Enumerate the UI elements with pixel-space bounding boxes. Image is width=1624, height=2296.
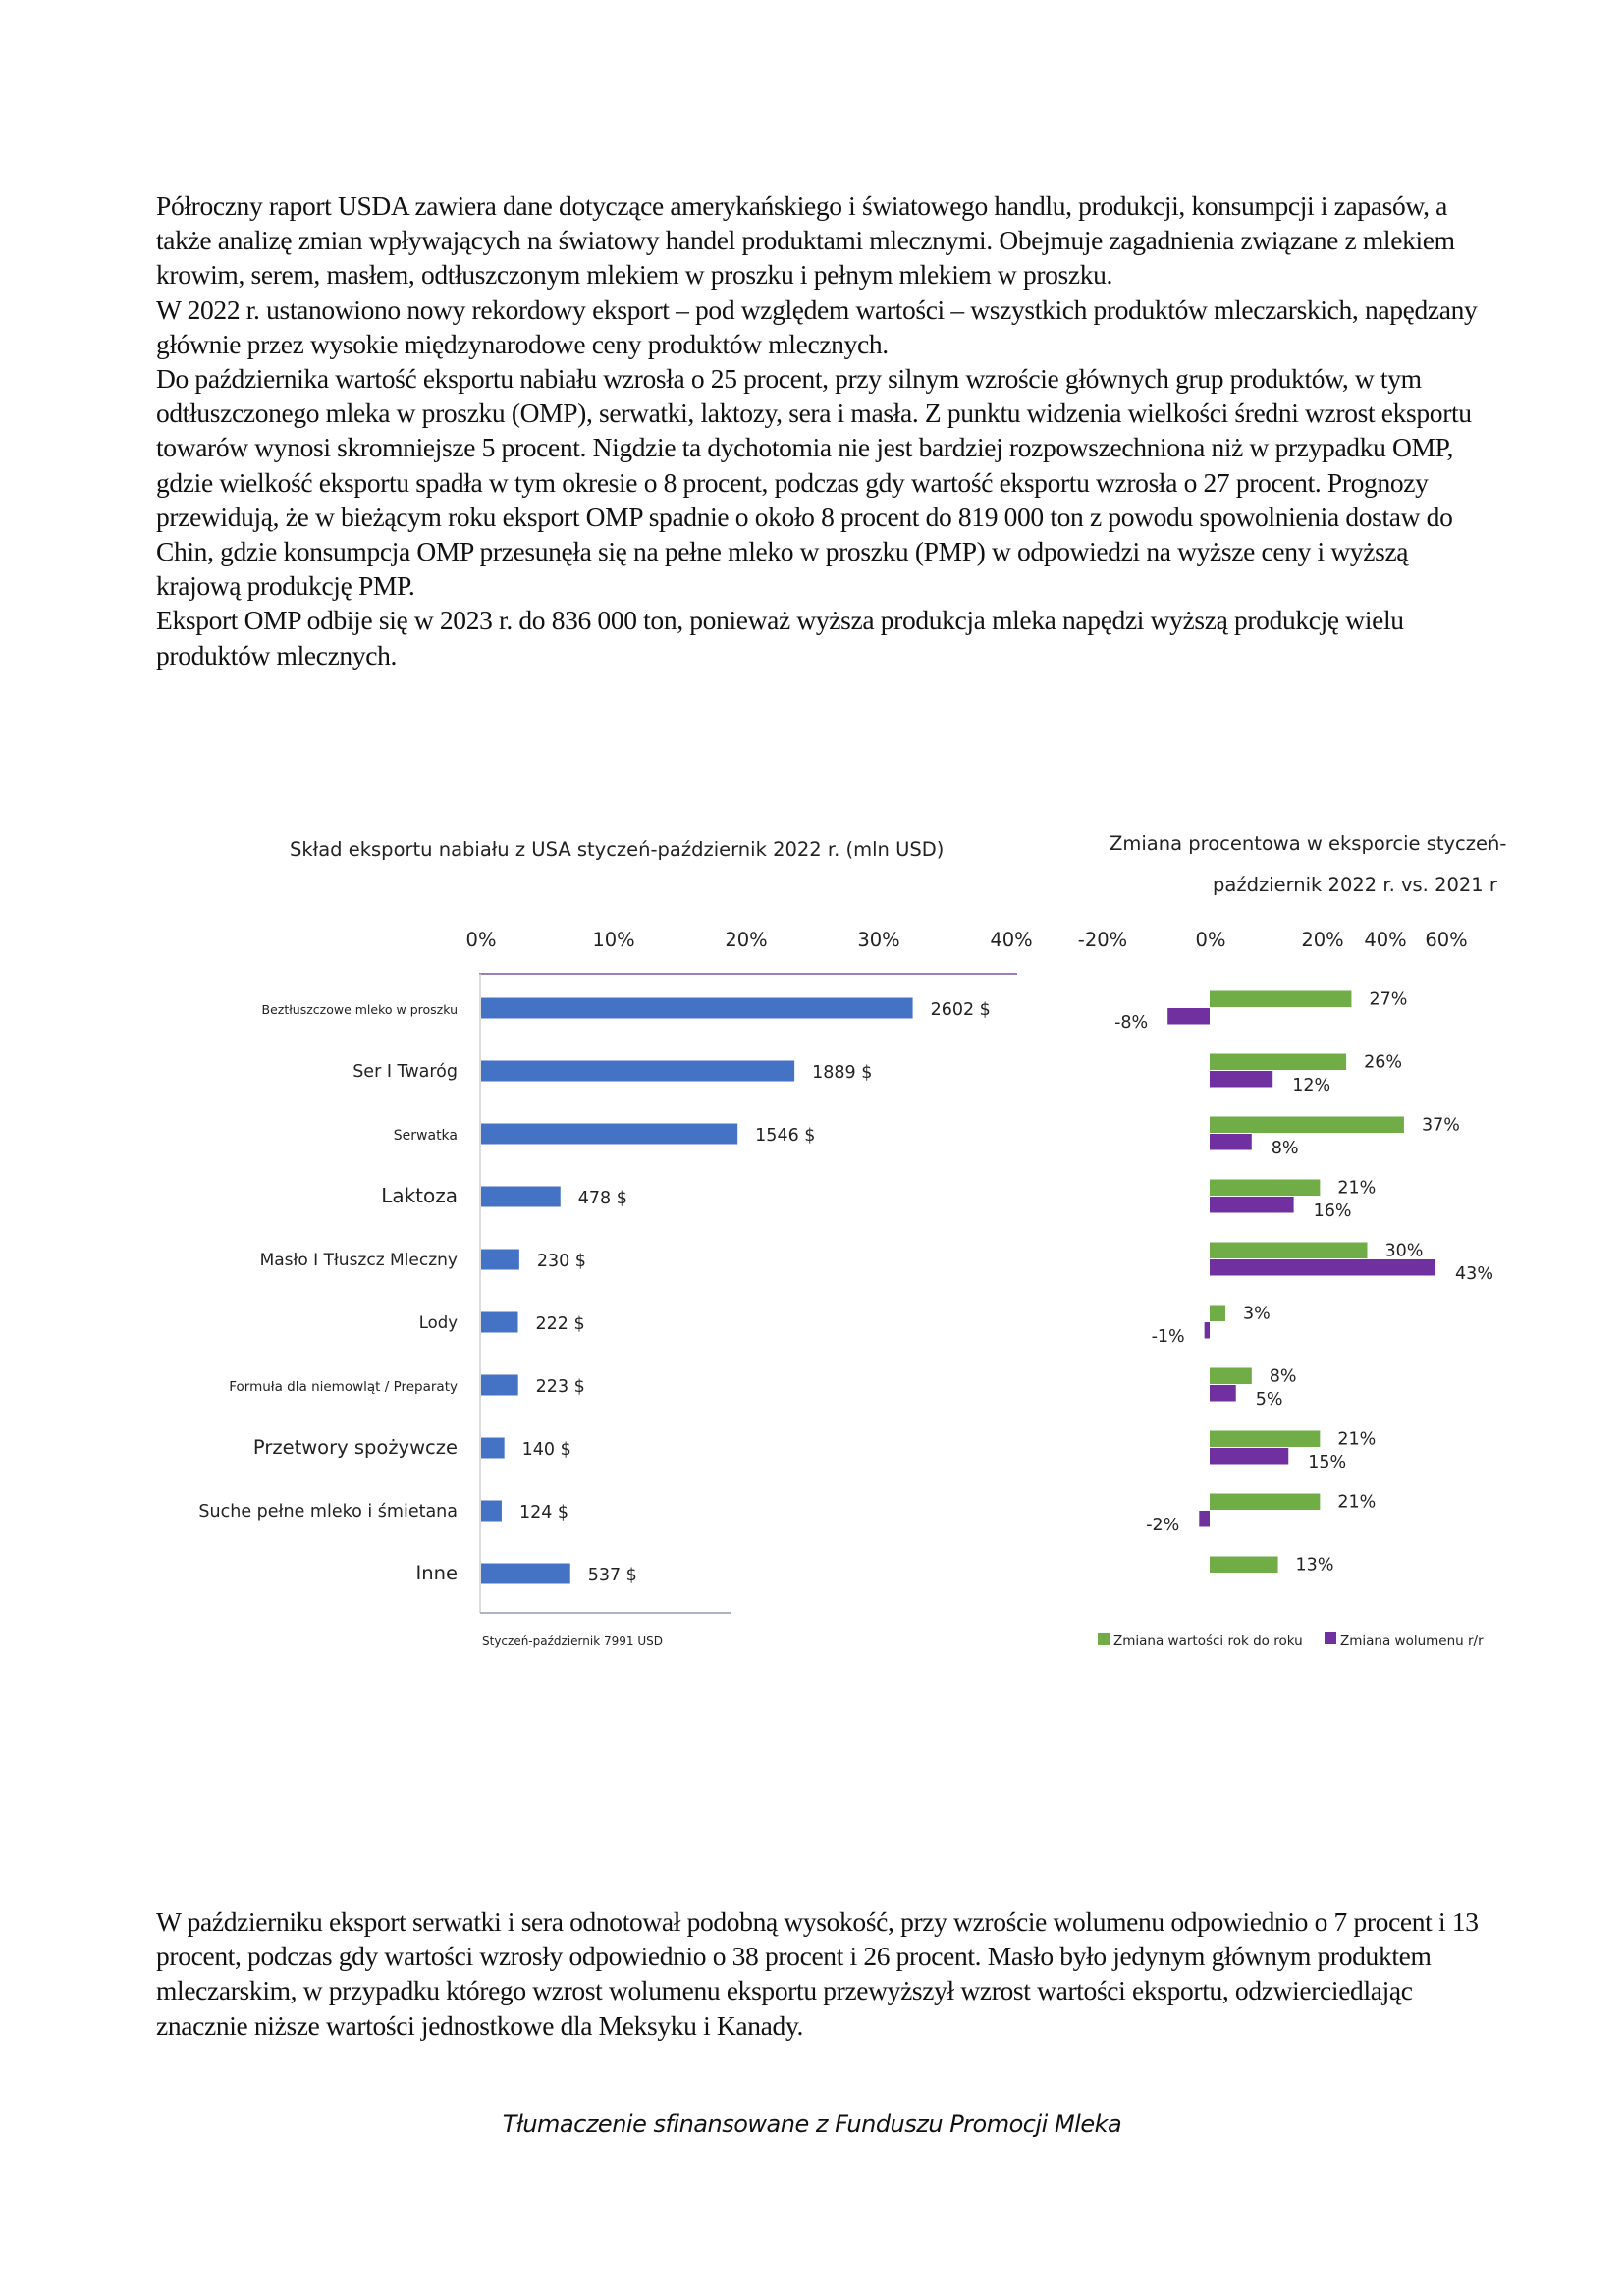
volume-change-label: 8% [1271,1139,1299,1158]
bar-value-change [1210,1243,1368,1259]
bar-volume-change [1210,1071,1272,1088]
legend-swatch-value [1098,1633,1110,1645]
x-tick-label: 40% [1364,929,1407,951]
value-label: 230 $ [536,1252,586,1271]
value-label: 1546 $ [755,1126,816,1146]
value-label: 1889 $ [812,1063,873,1083]
category-label: Inne [415,1562,458,1584]
value-change-label: 37% [1421,1115,1460,1136]
paragraph: W 2022 r. ustanowiono nowy rekordowy eksport – pod względem wartości – wszystkich produktów mleczarskich, napędzany głównie przez wysokie międzynarodowe ceny produktów mlecznych. [156,294,1478,359]
value-change-label: 21% [1337,1492,1377,1513]
paragraph: Do października wartość eksportu nabiału wzrosła o 25 procent, przy silnym wzroście głównych grup produktów, w tym odtłuszczonego mleka w proszku (OMP), serwatki, laktozy, sera i masła. Z punktu widzenia wielkości średni wzrost eksportu towarów wynosi skromniejsze 5 procent. Nigdzie ta dychotomia nie jest bardziej rozpowszechniona niż w przypadku OMP, gdzie wielkość eksportu spadła w tym okresie o 8 procent, podczas gdy wartość eksportu wzrosła o 27 procent. Prognozy przewidują, że w bieżącym roku eksport OMP spadnie o około 8 procent do 819 000 ton z powodu spowolnienia dostaw do Chin, gdzie konsumpcja OMP przesunęła się na pełne mleko w proszku (PMP) w odpowiedzi na wyższe ceny i wyższą krajową produkcję PMP. [156,363,1472,602]
volume-change-label: 16% [1313,1201,1352,1221]
chart-title-line-2: październik 2022 r. vs. 2021 r [1213,874,1497,896]
value-label: 222 $ [535,1314,585,1334]
chart-title: Skład eksportu nabiału z USA styczeń-październik 2022 r. (mln USD) [290,838,945,861]
category-label: Formuła dla niemowląt / Preparaty [229,1379,458,1395]
category-label: Beztłuszczowe mleko w proszku [261,1002,458,1017]
bar [481,1312,518,1333]
bar-value-change [1210,1117,1404,1134]
legend-label-volume: Zmiana wolumenu r/r [1340,1633,1484,1649]
volume-change-label: 43% [1455,1264,1493,1284]
value-change-label: 30% [1384,1241,1424,1261]
value-label: 537 $ [587,1566,637,1585]
bar-value-change [1210,1306,1225,1322]
paragraph: Eksport OMP odbije się w 2023 r. do 836 000 ton, ponieważ wyższa produkcja mleka napędzi wyższą produkcję wielu produktów mlecznych. [156,605,1404,670]
export-composition-chart [198,838,1032,1648]
bar-volume-change [1210,1134,1252,1150]
bar-volume-change [1210,1448,1288,1465]
percent-change-chart [1078,832,1507,1649]
x-axis-ticks [466,929,1033,951]
legend-label-value: Zmiana wartości rok do roku [1113,1633,1303,1649]
bar-volume-change [1205,1322,1210,1339]
outro-text [156,1904,1491,2043]
bar [481,998,913,1019]
value-change-label: 13% [1295,1555,1334,1575]
x-tick-label: 20% [1301,929,1344,951]
bar [481,1124,737,1145]
value-change-label: 21% [1337,1178,1377,1199]
volume-change-label: -8% [1114,1013,1149,1033]
x-tick-label: 30% [857,929,900,951]
legend [1098,1632,1484,1649]
bar [481,1564,570,1584]
paragraph: W październiku eksport serwatki i sera odnotował podobną wysokość, przy wzroście wolumenu odpowiednio o 7 procent i 13 procent, podczas gdy wartości wzrosły odpowiednio o 38 procent i 26 procent. Masło było jedynym głównym produktem mleczarskim, w przypadku którego wzrost wolumenu eksportu przewyższył wzrost wartości eksportu, odzwierciedlając znacznie niższe wartości jednostkowe dla Meksyku i Kanady. [156,1906,1479,2041]
bar-value-change [1210,991,1351,1008]
x-tick-label: 40% [990,929,1033,951]
value-change-label: 26% [1364,1052,1403,1073]
x-tick-label: 0% [465,929,497,951]
category-labels [198,1002,458,1584]
category-label: Masło I Tłuszcz Mleczny [259,1251,458,1270]
volume-change-label: -1% [1151,1327,1185,1347]
bar [481,1375,518,1396]
bar-value-change [1210,1494,1320,1511]
value-labels [519,1000,991,1585]
footer-note: Tłumaczenie sfinansowane z Funduszu Promocji Mleka [502,2110,1122,2138]
bar-value-change [1210,1431,1320,1448]
bar [481,1187,561,1207]
value-change-label: 3% [1243,1304,1271,1324]
value-label: 140 $ [521,1440,571,1460]
x-tick-label: -20% [1077,929,1128,951]
bar-volume-change [1199,1511,1210,1527]
x-tick-label: 20% [725,929,768,951]
paragraph: Półroczny raport USDA zawiera dane dotyczące amerykańskiego i światowego handlu, produkcji, konsumpcji i zapasów, a także analizę zmian wpływających na światowy handel produktami mlecznymi. Obejmuje zagadnienia związane z mlekiem krowim, serem, masłem, odtłuszczonym mlekiem w proszku i pełnym mlekiem w proszku. [156,190,1455,291]
category-label: Laktoza [381,1184,458,1207]
volume-change-label: -2% [1146,1516,1180,1535]
bar-volume-change [1210,1197,1294,1213]
bar [481,1250,519,1270]
volume-change-label: 5% [1255,1390,1283,1410]
chart-footnote: Styczeń-październik 7991 USD [482,1634,663,1648]
value-change-label: 27% [1369,989,1408,1010]
category-label: Ser I Twaróg [352,1062,458,1082]
bar-value-change [1210,1054,1346,1071]
value-label: 2602 $ [930,1000,991,1020]
bar [481,1438,505,1459]
bar-value-change [1210,1368,1252,1385]
x-tick-label: 10% [592,929,635,951]
bars [481,998,913,1584]
value-change-label: 21% [1337,1429,1377,1450]
value-change-label: 8% [1269,1366,1297,1387]
category-label: Suche pełne mleko i śmietana [198,1502,458,1522]
x-tick-label: 0% [1195,929,1226,951]
legend-swatch-volume [1325,1632,1336,1644]
bar [481,1061,794,1082]
value-label: 223 $ [535,1377,585,1397]
bar-volume-change [1210,1385,1236,1402]
category-label: Przetwory spożywcze [252,1436,458,1459]
export-charts [0,805,1624,1669]
bar-volume-change [1167,1008,1210,1025]
x-tick-label: 60% [1425,929,1468,951]
chart-title-line-1: Zmiana procentowa w eksporcie styczeń- [1110,832,1507,855]
volume-change-label: 15% [1308,1453,1347,1472]
volume-change-label: 12% [1292,1076,1331,1095]
value-label: 124 $ [518,1503,569,1522]
bar [481,1501,502,1522]
category-label: Lody [418,1313,458,1332]
value-labels [1114,990,1493,1575]
category-label: Serwatka [393,1128,458,1144]
intro-text [156,188,1491,672]
bar-volume-change [1210,1259,1435,1276]
bar-value-change [1210,1557,1278,1574]
x-axis-ticks [1078,929,1468,951]
bar-value-change [1210,1180,1320,1197]
value-label: 478 $ [577,1189,627,1208]
